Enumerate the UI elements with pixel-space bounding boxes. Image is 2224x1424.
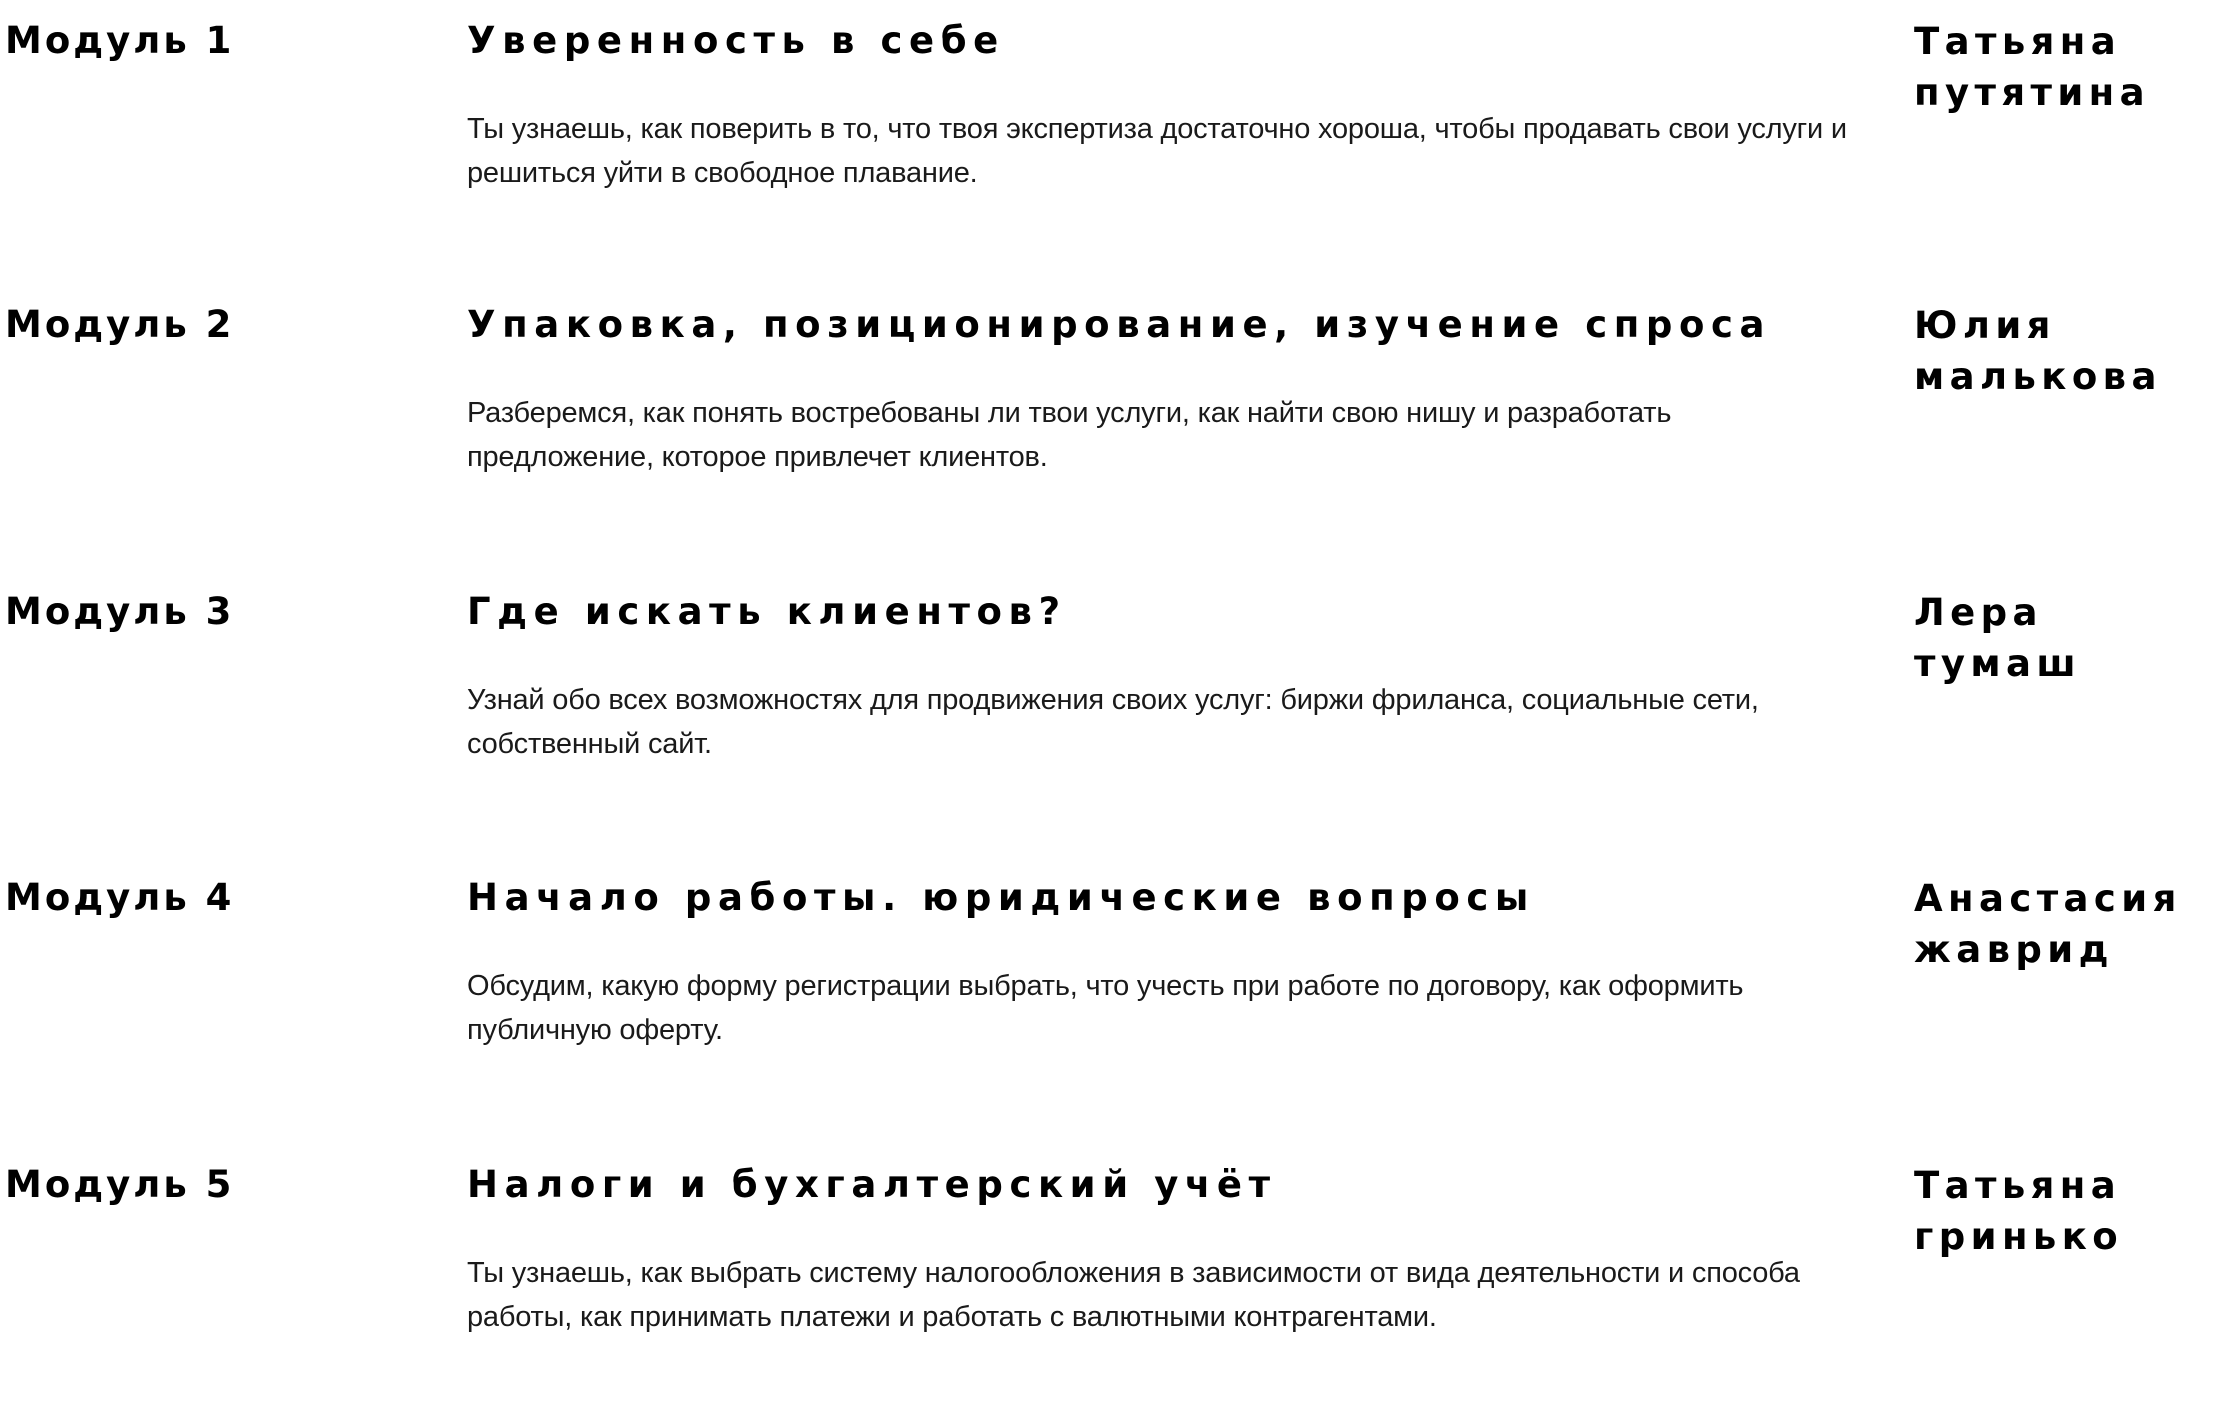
module-description: Узнай обо всех возможностях для продвижения своих услуг: биржи фриланса, социальные сети, собственный сайт.	[467, 684, 1759, 760]
module-item	[0, 284, 2224, 564]
module-number: Модуль 1	[5, 19, 235, 62]
module-title: Упаковка, позиционирование, изучение спроса	[467, 303, 1772, 346]
module-description: Ты узнаешь, как выбрать систему налогообложения в зависимости от вида деятельности и способа работы, как принимать платежи и работать с валютными контрагентами.	[467, 1257, 1800, 1333]
module-item	[0, 857, 2224, 1137]
module-description: Ты узнаешь, как поверить в то, что твоя экспертиза достаточно хороша, чтобы продавать свои услуги и решиться уйти в свободное плавание.	[467, 113, 1847, 189]
module-number: Модуль 2	[5, 303, 235, 346]
module-title: Начало работы. юридические вопросы	[467, 876, 1535, 919]
module-author: Юлия малькова	[1914, 304, 2162, 398]
module-description: Разберемся, как понять востребованы ли твои услуги, как найти свою нишу и разработать предложение, которое привлечет клиентов.	[467, 397, 1672, 473]
module-title: Где искать клиентов?	[467, 590, 1067, 633]
module-author: Татьяна гринько	[1914, 1164, 2124, 1258]
module-item	[0, 1144, 2224, 1424]
module-description: Обсудим, какую форму регистрации выбрать, что учесть при работе по договору, как оформить публичную оферту.	[467, 970, 1744, 1046]
module-number: Модуль 5	[5, 1163, 235, 1206]
module-author: Татьяна путятина	[1914, 20, 2150, 114]
module-title: Налоги и бухгалтерский учёт	[467, 1163, 1277, 1206]
module-author: Анастасия жаврид	[1914, 877, 2182, 971]
module-item	[0, 571, 2224, 851]
module-title: Уверенность в себе	[467, 19, 1005, 62]
module-author: Лера тумаш	[1914, 591, 2082, 685]
module-item	[0, 0, 2224, 280]
module-number: Модуль 3	[5, 590, 235, 633]
module-number: Модуль 4	[5, 876, 235, 919]
